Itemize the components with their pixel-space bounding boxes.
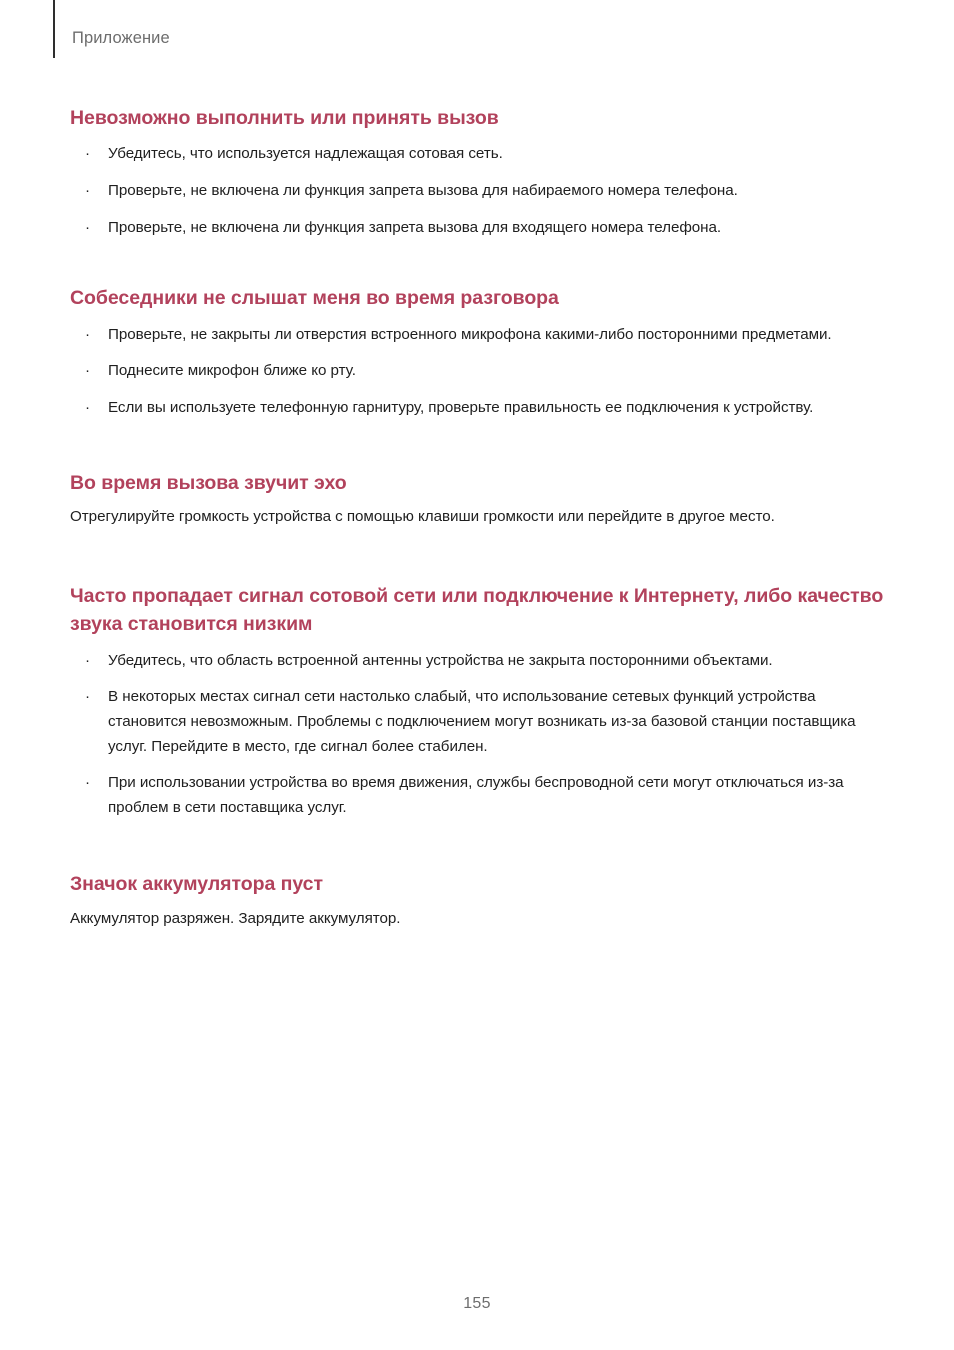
list-item bbox=[70, 179, 886, 204]
section-echo-during-call bbox=[70, 469, 886, 530]
list-item bbox=[70, 359, 886, 384]
list-item-text: Если вы используете телефонную гарнитуру, проверьте правильность ее подключения к устройству. bbox=[108, 399, 814, 417]
bullet-marker-icon: · bbox=[85, 182, 91, 200]
bullet-list bbox=[70, 649, 886, 821]
running-header bbox=[0, 0, 170, 58]
section-battery-icon-empty bbox=[70, 870, 886, 931]
bullet-marker-icon: · bbox=[85, 774, 91, 792]
list-item bbox=[70, 771, 886, 820]
list-item bbox=[70, 396, 886, 421]
section-paragraph: Отрегулируйте громкость устройства с помощью клавиши громкости или перейдите в другое место. bbox=[70, 508, 775, 526]
list-item-text: Проверьте, не включена ли функция запрета вызова для набираемого номера телефона. bbox=[108, 182, 738, 200]
bullet-marker-icon: · bbox=[85, 688, 91, 706]
section-others-cannot-hear-me bbox=[70, 284, 886, 420]
bullet-marker-icon: · bbox=[85, 218, 91, 236]
list-item bbox=[70, 216, 886, 241]
list-item bbox=[70, 649, 886, 674]
bullet-marker-icon: · bbox=[85, 325, 91, 343]
bullet-marker-icon: · bbox=[85, 399, 91, 417]
section-heading: Во время вызова звучит эхо bbox=[70, 471, 347, 494]
page-number: 155 bbox=[463, 1295, 491, 1312]
section-network-signal-drops bbox=[70, 582, 886, 821]
list-item bbox=[70, 323, 886, 348]
bullet-list bbox=[70, 323, 886, 421]
section-heading: Значок аккумулятора пуст bbox=[70, 873, 323, 896]
list-item-text: Проверьте, не закрыты ли отверстия встроенного микрофона какими-либо посторонними предметами. bbox=[108, 325, 832, 343]
section-paragraph: Аккумулятор разряжен. Зарядите аккумулятор. bbox=[70, 909, 401, 927]
section-call-cannot-be-made bbox=[70, 104, 886, 240]
header-title: Приложение bbox=[72, 28, 170, 47]
list-item-text: Поднесите микрофон ближе ко рту. bbox=[108, 362, 356, 380]
list-item-text: Проверьте, не включена ли функция запрета вызова для входящего номера телефона. bbox=[108, 218, 722, 236]
list-item-text: Убедитесь, что используется надлежащая сотовая сеть. bbox=[108, 145, 503, 163]
list-item-text: При использовании устройства во время движения, службы беспроводной сети могут отключаться из-за проблем в сети поставщика услуг. bbox=[108, 774, 844, 816]
list-item-text: Убедитесь, что область встроенной антенны устройства не закрыта посторонними объектами. bbox=[108, 651, 773, 669]
bullet-marker-icon: · bbox=[85, 145, 91, 163]
bullet-list bbox=[70, 142, 886, 240]
header-vertical-rule bbox=[53, 0, 55, 58]
list-item-text: В некоторых местах сигнал сети настолько слабый, что использование сетевых функций устройства становится невозможным. Проблемы с подключением могут возникать из-за базовой станции поставщика услуг. Перейдите в место, где сигнал более стабилен. bbox=[108, 688, 856, 755]
page-content bbox=[70, 104, 886, 940]
section-heading: Часто пропадает сигнал сотовой сети или подключение к Интернету, либо качество звука становится низким bbox=[70, 584, 884, 636]
list-item bbox=[70, 685, 886, 759]
section-heading: Собеседники не слышат меня во время разговора bbox=[70, 287, 559, 310]
bullet-marker-icon: · bbox=[85, 651, 91, 669]
section-heading: Невозможно выполнить или принять вызов bbox=[70, 107, 499, 129]
bullet-marker-icon: · bbox=[85, 362, 91, 380]
list-item bbox=[70, 142, 886, 167]
